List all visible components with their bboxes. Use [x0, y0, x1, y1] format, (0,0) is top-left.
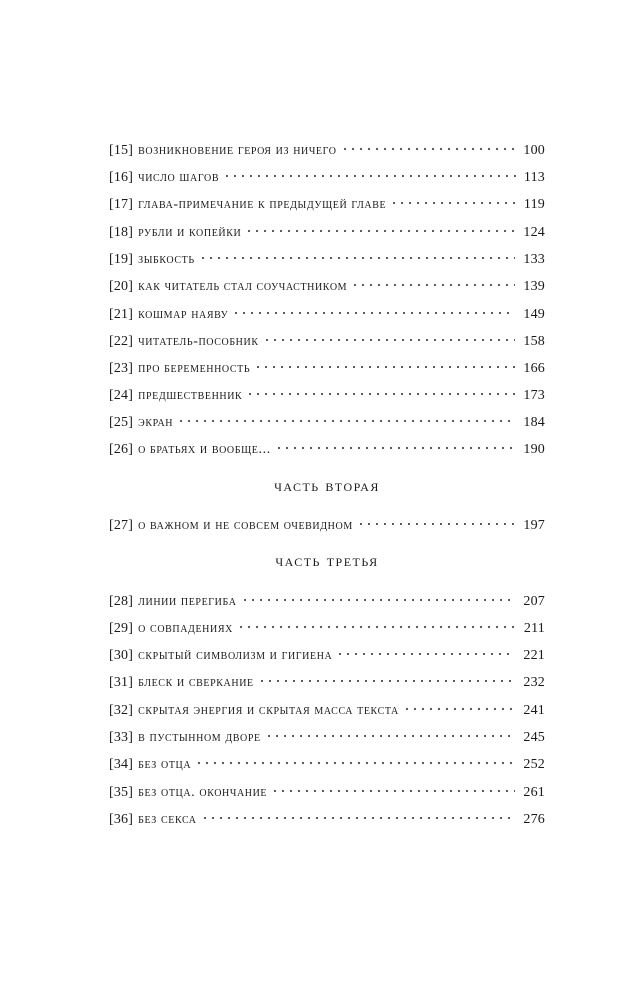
dot-leader	[195, 746, 515, 768]
page-number: 197	[523, 518, 545, 533]
part-heading: часть третья	[275, 551, 379, 570]
chapter-number: [24]	[109, 388, 134, 403]
page-number: 173	[523, 388, 545, 403]
dot-leader	[199, 241, 516, 263]
toc-entry[interactable]	[109, 637, 545, 663]
chapter-title: о братьях и вообще...	[138, 442, 271, 457]
chapter-number: [26]	[109, 442, 134, 457]
chapter-title: скрытый символизм и гигиена	[138, 648, 333, 663]
page-number: 245	[523, 730, 545, 745]
page-number: 261	[523, 785, 545, 800]
chapter-title: возникновение героя из ничего	[138, 143, 337, 158]
chapter-number: [31]	[109, 675, 134, 690]
dot-leader	[263, 323, 516, 345]
toc-entry[interactable]	[109, 296, 545, 322]
toc-entry[interactable]	[109, 186, 545, 212]
toc-entry[interactable]	[109, 214, 545, 240]
toc-entry[interactable]	[109, 350, 545, 376]
dot-leader	[245, 214, 515, 236]
dot-leader	[275, 431, 516, 453]
chapter-title: про беременность	[138, 361, 251, 376]
page-number: 100	[523, 143, 545, 158]
chapter-title: глава-примечание к предыдущей главе	[138, 197, 387, 212]
page-number: 190	[523, 442, 545, 457]
chapter-number: [19]	[109, 252, 134, 267]
chapter-number: [27]	[109, 518, 134, 533]
chapter-title: о важном и не совсем очевидном	[138, 518, 353, 533]
dot-leader	[403, 692, 516, 714]
chapter-title: предшественник	[138, 388, 243, 403]
chapter-title: скрытая энергия и скрытая масса текста	[138, 703, 399, 718]
chapter-number: [22]	[109, 334, 134, 349]
chapter-number: [33]	[109, 730, 134, 745]
page-number: 221	[523, 648, 545, 663]
dot-leader	[357, 507, 516, 529]
page-number: 166	[523, 361, 545, 376]
chapter-number: [18]	[109, 225, 134, 240]
chapter-title: без отца	[138, 757, 192, 772]
toc-entry[interactable]	[109, 692, 545, 718]
dot-leader	[241, 583, 516, 605]
toc-entry[interactable]	[109, 159, 545, 185]
chapter-number: [17]	[109, 197, 134, 212]
chapter-number: [32]	[109, 703, 134, 718]
page-number: 241	[523, 703, 545, 718]
dot-leader	[258, 664, 516, 686]
page-number: 149	[523, 307, 545, 322]
chapter-title: зыбкость	[138, 252, 195, 267]
dot-leader	[237, 610, 516, 632]
dot-leader	[201, 801, 516, 823]
page-number: 133	[523, 252, 545, 267]
chapter-number: [16]	[109, 170, 134, 185]
page-number: 252	[523, 757, 545, 772]
chapter-title: о совпадениях	[138, 621, 233, 636]
chapter-title: число шагов	[138, 170, 220, 185]
dot-leader	[351, 268, 515, 290]
chapter-number: [29]	[109, 621, 134, 636]
toc-entry[interactable]	[109, 583, 545, 609]
chapter-title: читатель-пособник	[138, 334, 259, 349]
toc-entry[interactable]	[109, 268, 545, 294]
toc-entry[interactable]	[109, 774, 545, 800]
chapter-number: [23]	[109, 361, 134, 376]
page-number: 232	[523, 675, 545, 690]
page-number: 207	[523, 594, 545, 609]
chapter-number: [36]	[109, 812, 134, 827]
chapter-title: блеск и сверкание	[138, 675, 254, 690]
page-number: 139	[523, 279, 545, 294]
dot-leader	[336, 637, 515, 659]
chapter-number: [30]	[109, 648, 134, 663]
chapter-number: [35]	[109, 785, 134, 800]
toc-entry[interactable]	[109, 801, 545, 827]
dot-leader	[271, 774, 515, 796]
chapter-title: без отца. окончание	[138, 785, 268, 800]
dot-leader	[390, 186, 516, 208]
toc-entry[interactable]	[109, 404, 545, 430]
page-number: 158	[523, 334, 545, 349]
chapter-title: без секса	[138, 812, 197, 827]
dot-leader	[246, 377, 515, 399]
chapter-title: в пустынном дворе	[138, 730, 261, 745]
page-number: 113	[523, 170, 545, 185]
chapter-number: [28]	[109, 594, 134, 609]
toc-entry[interactable]	[109, 132, 545, 158]
chapter-title: кошмар наяву	[138, 307, 229, 322]
toc-entry[interactable]	[109, 241, 545, 267]
dot-leader	[265, 719, 516, 741]
chapter-number: [20]	[109, 279, 134, 294]
chapter-number: [15]	[109, 143, 134, 158]
chapter-title: как читатель стал соучастником	[138, 279, 348, 294]
chapter-title: линии перегиба	[138, 594, 237, 609]
page-number: 124	[523, 225, 545, 240]
dot-leader	[177, 404, 515, 426]
toc-entry[interactable]	[109, 431, 545, 457]
page-number: 119	[523, 197, 545, 212]
page-number: 211	[523, 621, 545, 636]
dot-leader	[254, 350, 515, 372]
toc-entry[interactable]	[109, 719, 545, 745]
page-number: 184	[523, 415, 545, 430]
page-number: 276	[523, 812, 545, 827]
toc-entry[interactable]	[109, 664, 545, 690]
chapter-title: экран	[138, 415, 174, 430]
chapter-number: [34]	[109, 757, 134, 772]
dot-leader	[223, 159, 516, 181]
dot-leader	[232, 296, 515, 318]
toc-entry[interactable]	[109, 507, 545, 533]
toc-entry[interactable]	[109, 746, 545, 772]
toc-entry[interactable]	[109, 323, 545, 349]
chapter-title: рубли и копейки	[138, 225, 242, 240]
chapter-number: [21]	[109, 307, 134, 322]
part-heading: часть вторая	[274, 476, 380, 495]
toc-entry[interactable]	[109, 377, 545, 403]
chapter-number: [25]	[109, 415, 134, 430]
dot-leader	[341, 132, 516, 154]
toc-entry[interactable]	[109, 610, 545, 636]
